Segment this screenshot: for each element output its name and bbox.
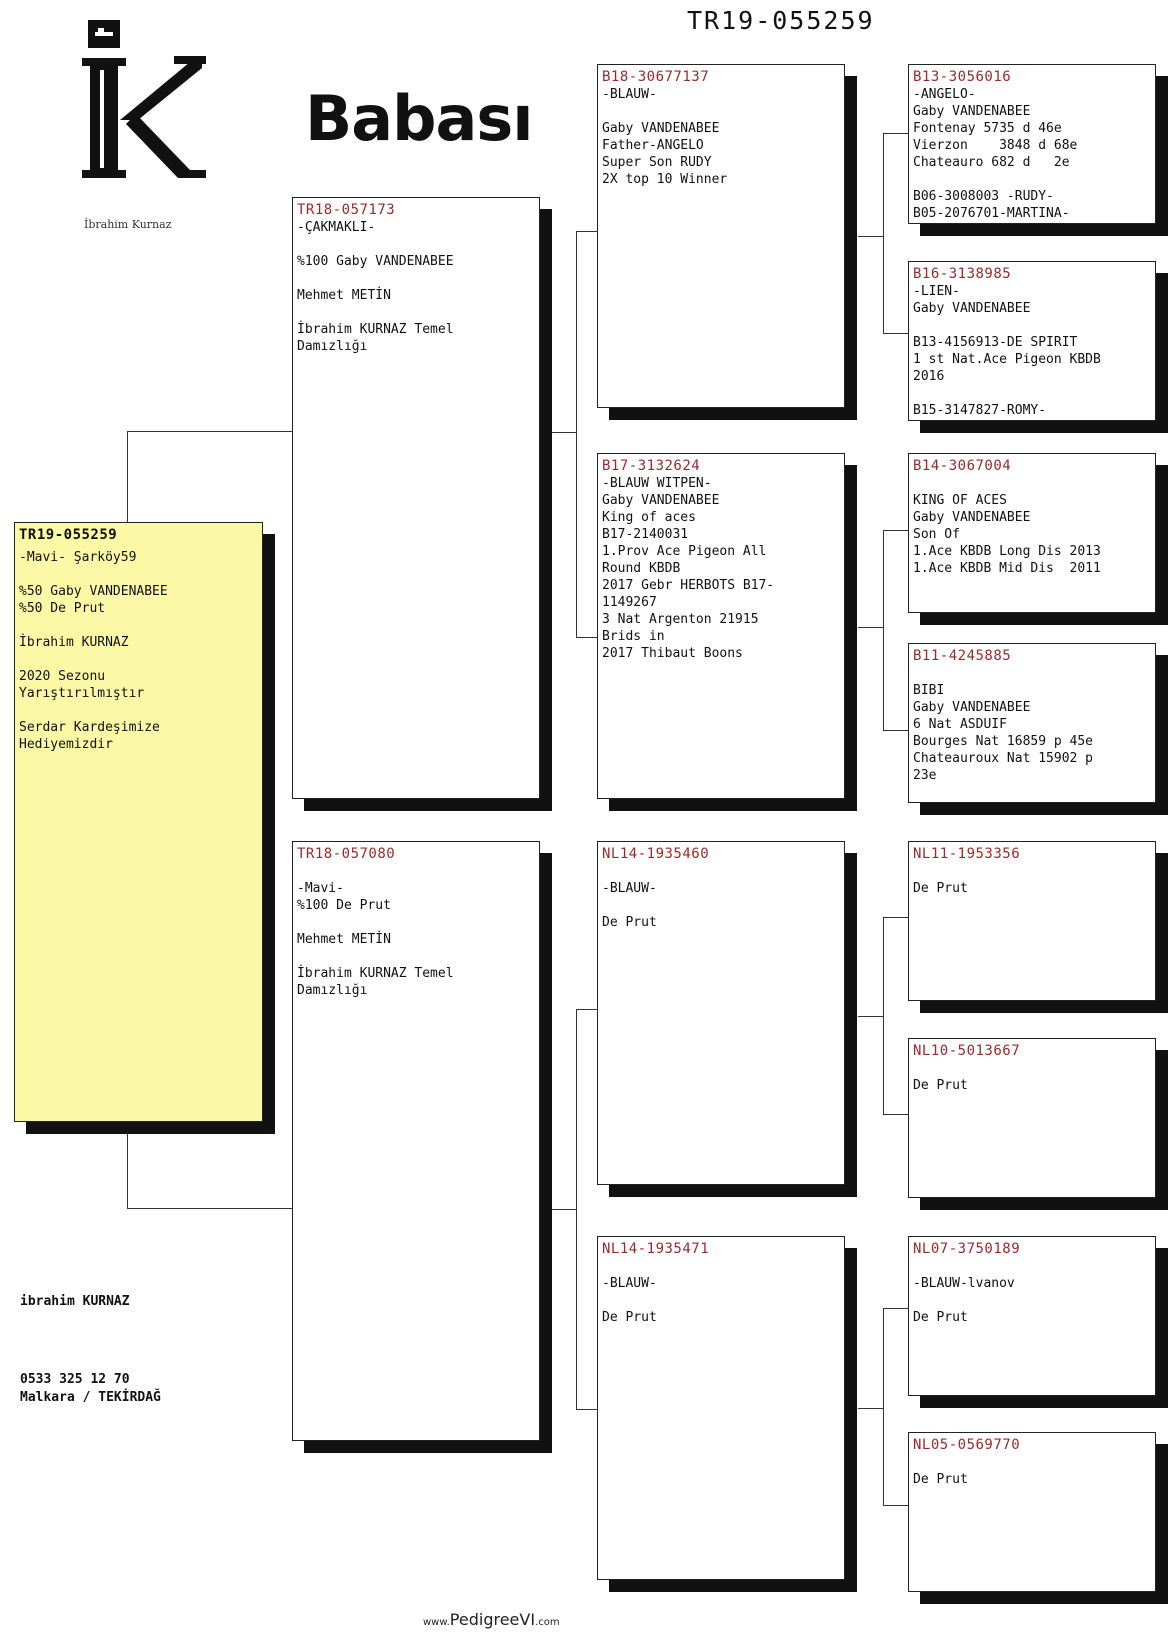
logo-caption: İbrahim Kurnaz (84, 218, 172, 231)
connector (127, 431, 293, 432)
footer-brand-name: PedigreeVI (449, 1610, 536, 1629)
card-details: -Mavi- %100 De Prut Mehmet METİN İbrahim KURNAZ Temel Damızlığı (297, 881, 454, 998)
connector (858, 627, 883, 628)
connector (883, 917, 908, 918)
ring-number: B18-30677137 (602, 69, 710, 85)
pedigree-card-dam-sire (597, 841, 845, 1185)
card-details: -BLAUW- De Prut (602, 1276, 657, 1325)
header-ring-number: TR19-055259 (687, 6, 875, 35)
pedigree-card-dam (292, 841, 540, 1441)
connector (552, 432, 576, 433)
card-details: BIBI Gaby VANDENABEE 6 Nat ASDUIF Bourges Nat 16859 p 45e Chateauroux Nat 15902 p 23e (913, 683, 1094, 783)
card-details: -BLAUW- De Prut (602, 881, 657, 930)
pedigree-card-dds (908, 1236, 1156, 1396)
connector (576, 637, 597, 638)
connector (883, 1505, 908, 1506)
card-details: De Prut (913, 881, 968, 896)
connector (883, 333, 908, 334)
ring-number: TR18-057173 (297, 202, 396, 218)
owner-location: Malkara / TEKİRDAĞ (20, 1390, 161, 1405)
card-details: -BLAUW- Gaby VANDENABEE Father-ANGELO Super Son RUDY 2X top 10 Winner (602, 87, 728, 187)
connector (127, 1208, 293, 1209)
pedigree-card-sire-dam (597, 453, 845, 799)
card-details: -ÇAKMAKLI- %100 Gaby VANDENABEE Mehmet METİN İbrahim KURNAZ Temel Damızlığı (297, 220, 454, 354)
connector (576, 1009, 597, 1010)
footer-prefix: www. (423, 1617, 450, 1628)
pedigree-card-sire (292, 197, 540, 799)
ring-number: NL14-1935471 (602, 1241, 710, 1257)
pedigree-card-ssd (908, 261, 1156, 421)
ring-number: B11-4245885 (913, 648, 1012, 664)
card-details: -BLAUW-lvanov De Prut (913, 1276, 1015, 1325)
owner-name: ibrahim KURNAZ (20, 1294, 130, 1309)
card-details: -ANGELO- Gaby VANDENABEE Fontenay 5735 d 46e Vierzon 3848 d 68e Chateauro 682 d 2e B06-3008003 -RUDY- B05-2076701-MARTINA- (913, 87, 1078, 221)
connector (883, 730, 908, 731)
ring-number: B16-3138985 (913, 266, 1012, 282)
card-details: -Mavi- Şarköy59 %50 Gaby VANDENABEE %50 De Prut İbrahim KURNAZ 2020 Sezonu Yarıştırılmıştır Serdar Kardeşimize Hediyemizdir (19, 550, 168, 752)
connector (576, 231, 577, 637)
ring-number: NL10-5013667 (913, 1043, 1021, 1059)
ring-number: TR18-057080 (297, 846, 396, 862)
connector (883, 1308, 884, 1505)
card-details: De Prut (913, 1078, 968, 1093)
ring-number: NL11-1953356 (913, 846, 1021, 862)
card-details: KING OF ACES Gaby VANDENABEE Son Of 1.Ace KBDB Long Dis 2013 1.Ace KBDB Mid Dis 2011 (913, 493, 1101, 576)
page-title: Babası (305, 82, 533, 155)
ring-number: TR19-055259 (19, 527, 118, 543)
pedigree-card-subject (14, 522, 263, 1122)
connector (858, 236, 883, 237)
ring-number: NL07-3750189 (913, 1241, 1021, 1257)
ring-number: NL05-0569770 (913, 1437, 1021, 1453)
card-details: De Prut (913, 1472, 968, 1487)
owner-phone: 0533 325 12 70 (20, 1372, 130, 1387)
ring-number: B17-3132624 (602, 458, 701, 474)
card-details: -BLAUW WITPEN- Gaby VANDENABEE King of aces B17-2140031 1.Prov Ace Pigeon All Round KBDB 2017 Gebr HERBOTS B17- 1149267 3 Nat Argenton 21915 Brids in 2017 Thibaut Boons (602, 476, 775, 661)
connector (552, 1209, 576, 1210)
pedigree-card-dss (908, 841, 1156, 1001)
connector (883, 1308, 908, 1309)
pedigree-card-sss (908, 64, 1156, 224)
kurnaz-logo (78, 20, 210, 186)
connector (883, 1114, 908, 1115)
card-details: -LIEN- Gaby VANDENABEE B13-4156913-DE SPIRIT 1 st Nat.Ace Pigeon KBDB 2016 B15-3147827-ROMY- (913, 284, 1101, 418)
ring-number: B14-3067004 (913, 458, 1012, 474)
connector (858, 1016, 883, 1017)
ring-number: NL14-1935460 (602, 846, 710, 862)
pedigree-card-sds (908, 453, 1156, 613)
connector (883, 133, 884, 333)
connector (883, 917, 884, 1114)
pedigree-card-dam-dam (597, 1236, 845, 1580)
ring-number: B13-3056016 (913, 69, 1012, 85)
connector (883, 530, 884, 730)
connector (858, 1408, 883, 1409)
footer-brand (423, 1610, 560, 1629)
connector (883, 530, 908, 531)
connector (576, 1009, 577, 1409)
connector (127, 1132, 128, 1208)
pedigree-card-sdd (908, 643, 1156, 803)
pedigree-card-sire-sire (597, 64, 845, 408)
connector (127, 431, 128, 522)
connector (883, 133, 908, 134)
footer-suffix: .com (535, 1617, 560, 1628)
pedigree-card-ddd (908, 1432, 1156, 1592)
connector (576, 231, 597, 232)
pedigree-card-dsd (908, 1038, 1156, 1198)
connector (576, 1409, 597, 1410)
